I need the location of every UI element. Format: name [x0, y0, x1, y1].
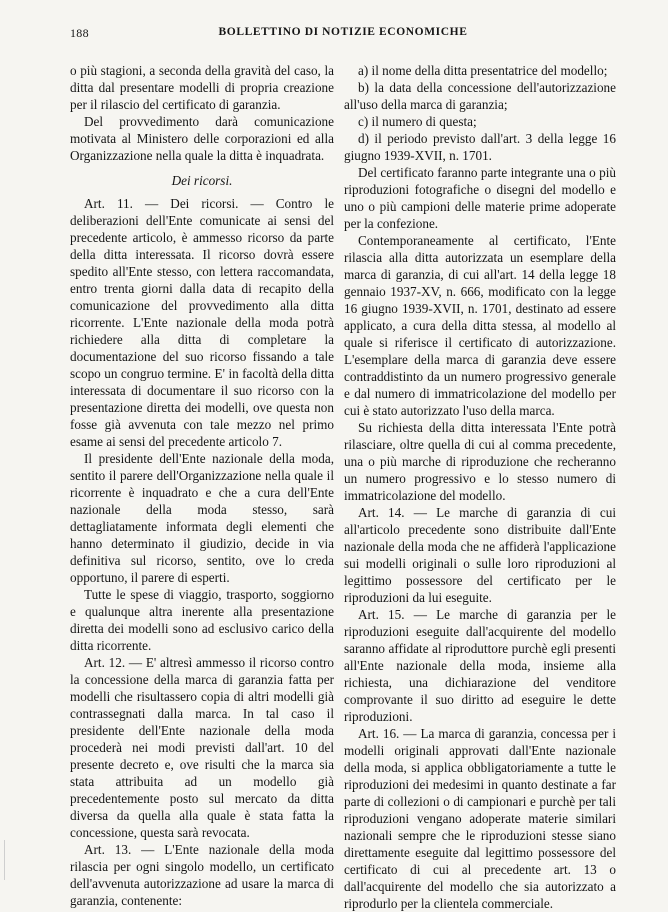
list-item-a: a) il nome della ditta presentatrice del modello; — [358, 63, 608, 78]
list-item-b: b) la data della concessione dell'autorizzazione all'uso della marca di garanzia; — [344, 80, 616, 112]
paragraph-continuation: o più stagioni, a seconda della gravità del caso, la ditta dal presentare modelli di propria creazione per il rilascio del certificato di garanzia. — [70, 63, 334, 112]
right-column — [344, 62, 616, 912]
running-title: BOLLETTINO DI NOTIZIE ECONOMICHE — [218, 26, 468, 38]
list-item-c: c) il numero di questa; — [358, 114, 477, 129]
article-15: Art. 15. — Le marche di garanzia per le riproduzioni eseguite dall'acquirente del modello saranno affidate al riproduttore purchè egli presenti all'Ente nazionale della moda, insieme alla richiesta, una dichiarazione del venditore comprovante il suo diritto ad eseguire le dette riproduzioni. — [344, 607, 616, 724]
list-item-d: d) il periodo previsto dall'art. 3 della legge 16 giugno 1939-XVII, n. 1701. — [344, 131, 616, 163]
page-header — [70, 26, 616, 44]
article-12: Art. 12. — E' altresì ammesso il ricorso contro la concessione della marca di garanzia fatta per modelli che risultassero copia di altri modelli già contrassegnati dalla marca. In tal caso il presidente dell'Ente nazionale della moda procederà nei modi previsti dall'art. 10 del presente decreto e, ove risulti che la marca sia stata attribuita ad un modello già precedentemente posto sul mercato da ditta diversa da quella alla quale è stata fatta la concessione, questa sarà revocata. — [70, 655, 334, 840]
article-14: Art. 14. — Le marche di garanzia di cui all'articolo precedente sono distribuite dall'Ente nazionale della moda che ne affiderà l'applicazione sui modelli originali o sulle loro riproduzioni al legittimo possessore del certificato per le riproduzioni da lui eseguite. — [344, 505, 616, 605]
article-16: Art. 16. — La marca di garanzia, concessa per i modelli originali approvati dall'Ente nazionale della moda, si applica obbligatoriamente a tutte le riproduzioni dei medesimi in quanto destinate a far parte di collezioni o di campionari e purchè per tali riproduzioni vengano adoperate materie similari nazionali sempre che le riproduzioni stesse siano direttamente eseguite dal legittimo possessore del certificato di cui al precedente art. 13 o dall'acquirente del modello che sia autorizzato a riprodurlo per la clientela commerciale. — [344, 726, 616, 911]
paragraph-presidente: Il presidente dell'Ente nazionale della moda, sentito il parere dell'Organizzazione nella quale il ricorrente è inquadrato e che a cura dell'Ente nazionale della moda stesso, sarà dettagliatamente informata degli elementi che hanno determinato il giudizio, decide in via definitiva sul ricorso, sentito, ove lo creda opportuno, il parere di esperti. — [70, 451, 334, 585]
left-column — [70, 62, 334, 909]
paragraph-certificato: Del certificato faranno parte integrante una o più riproduzioni fotografiche o disegni del modello e uno o più campioni delle materie prime adoperate per la confezione. — [344, 165, 616, 231]
section-heading-ricorsi: Dei ricorsi. — [171, 173, 233, 188]
article-13: Art. 13. — L'Ente nazionale della moda rilascia per ogni singolo modello, un certificato dell'avvenuta autorizzazione ad usare la marca di garanzia, contenente: — [70, 842, 334, 908]
page-number: 188 — [70, 26, 89, 40]
article-11: Art. 11. — Dei ricorsi. — Contro le deliberazioni dell'Ente comunicate ai sensi del precedente articolo, è ammesso ricorso da parte della ditta interessata. Il ricorso dovrà essere spedito all'Ente stesso, con lettera raccomandata, entro trenta giorni dalla data di recapito della comunicazione del provvedimento alla ditta ricorrente. L'Ente nazionale della moda potrà richiedere alla ditta di completare la documentazione del suo ricorso fissando a tale scopo un congruo termine. E' in facoltà della ditta interessata di documentare il suo ricorso con la presentazione diretta dei modelli, ove questa non fosse già avvenuta con tale mezzo nel primo esame ai sensi del precedente articolo 7. — [70, 196, 334, 449]
paragraph-contemporaneamente: Contemporaneamente al certificato, l'Ente rilascia alla ditta autorizzata un esemplare della marca di garanzia, di cui all'art. 14 della legge 18 gennaio 1937-XV, n. 666, modificato con la legge 16 giugno 1939-XVII, n. 1701, destinato ad essere applicato, a cura della ditta stessa, al modello al quale si riferisce il certificato di autorizzazione. L'esemplare della marca di garanzia deve essere contraddistinto da un numero progressivo generale e dal numero di immatricolazione del modello per cui è stato autorizzato l'uso della marca. — [344, 233, 616, 418]
paragraph-spese: Tutte le spese di viaggio, trasporto, soggiorno e qualunque altra inerente alla presentazione diretta dei modelli sono ad esclusivo carico della ditta ricorrente. — [70, 587, 334, 653]
paragraph-richiesta: Su richiesta della ditta interessata l'Ente potrà rilasciare, oltre quella di cui al comma precedente, una o più marche di riproduzione che recheranno un numero progressivo e lo stesso numero di immatricolazione del modello. — [344, 420, 616, 503]
paragraph-provvedimento: Del provvedimento darà comunicazione motivata al Ministero delle corporazioni ed alla Organizzazione nella quale la ditta è inquadrata. — [70, 114, 334, 163]
scan-edge-mark — [4, 840, 5, 880]
